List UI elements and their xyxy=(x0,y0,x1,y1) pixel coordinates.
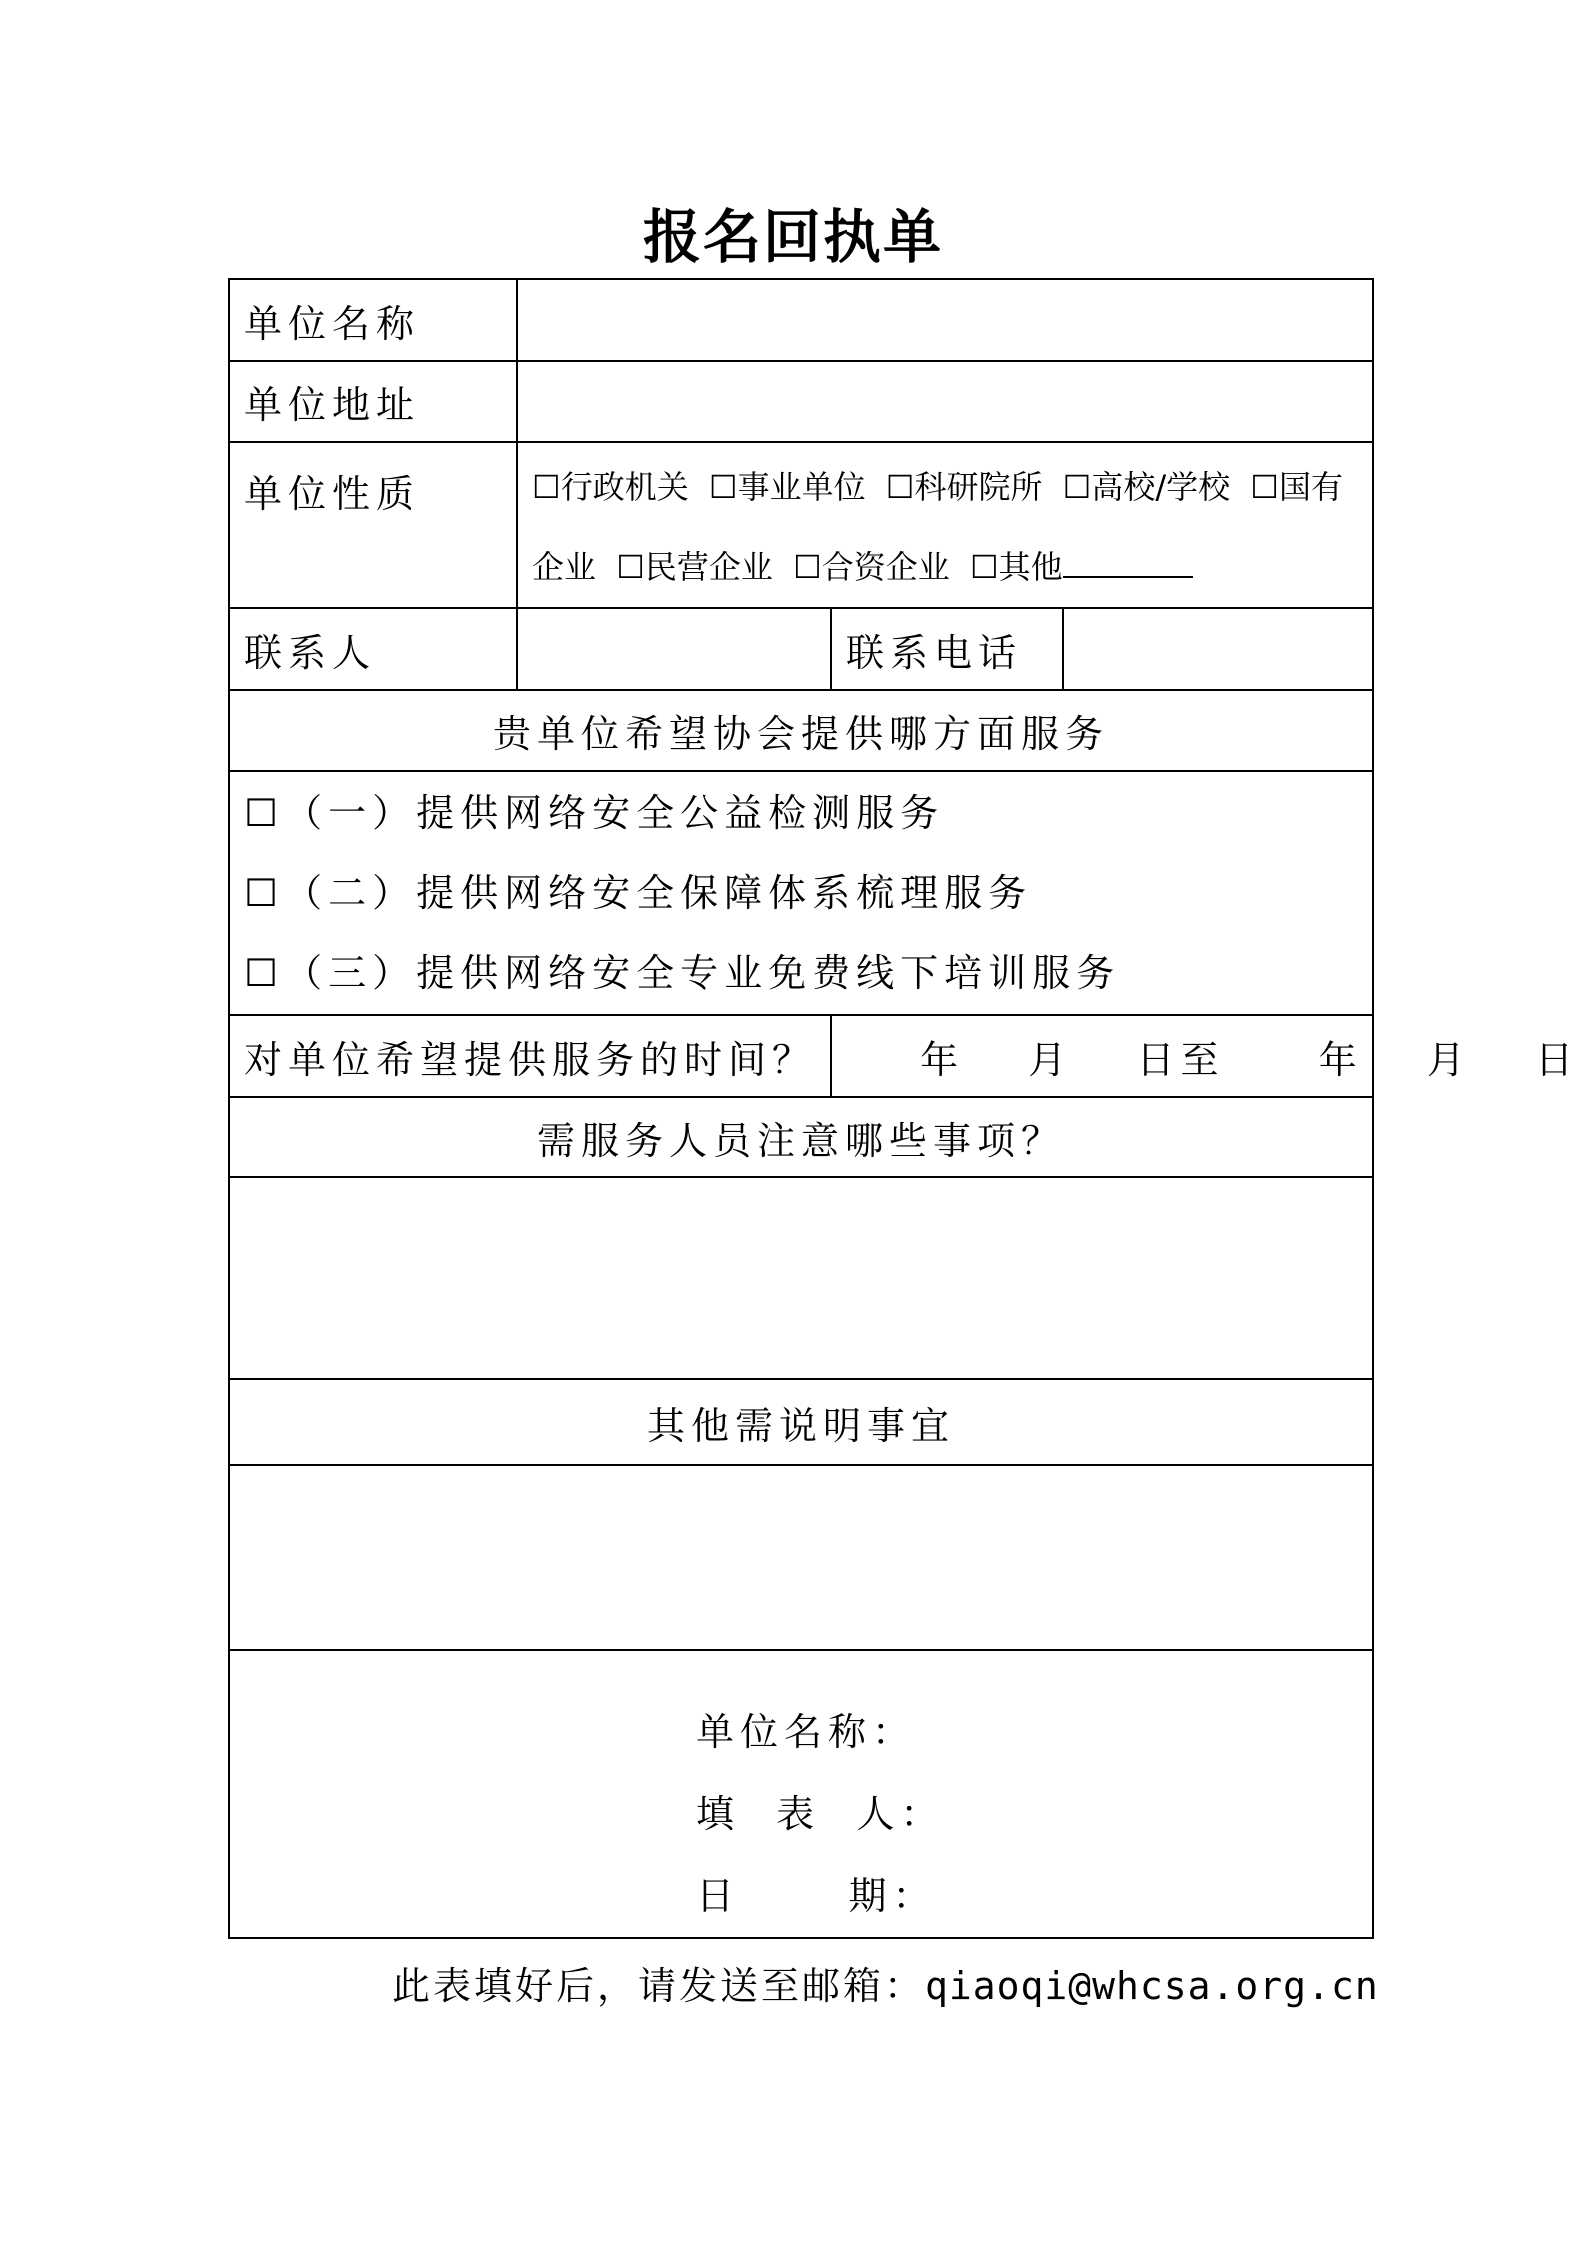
date-year-1: 年 xyxy=(920,1037,965,1082)
org-address-field[interactable] xyxy=(517,361,1373,442)
org-address-label: 单位地址 xyxy=(229,361,517,442)
option-other[interactable]: ☐其他 xyxy=(970,548,1193,586)
phone-label: 联系电话 xyxy=(831,608,1063,690)
contact-label: 联系人 xyxy=(229,608,517,690)
checkbox-icon[interactable]: ☐ xyxy=(244,951,285,995)
org-nature-row xyxy=(229,442,1373,608)
checkbox-icon[interactable]: ☐ xyxy=(1062,468,1092,506)
service-time-label: 对单位希望提供服务的时间？ xyxy=(229,1015,831,1097)
option-government[interactable]: ☐行政机关 xyxy=(532,468,689,506)
org-nature-line-2 xyxy=(532,527,1358,607)
other-field-row xyxy=(229,1465,1373,1650)
page-title: 报名回执单 xyxy=(642,203,943,271)
checkbox-icon[interactable]: ☐ xyxy=(244,871,285,915)
option-state-owned-b: 企业 xyxy=(532,548,597,586)
services-header: 贵单位希望协会提供哪方面服务 xyxy=(229,690,1373,771)
other-field[interactable] xyxy=(229,1465,1373,1650)
signature-row xyxy=(229,1650,1373,1938)
checkbox-icon[interactable]: ☐ xyxy=(532,468,561,506)
registration-form-table xyxy=(228,278,1580,1939)
services-list xyxy=(229,771,1373,1015)
checkbox-icon[interactable]: ☐ xyxy=(708,468,738,506)
option-private-enterprise[interactable]: ☐民营企业 xyxy=(616,548,773,586)
checkbox-icon[interactable]: ☐ xyxy=(1250,468,1279,506)
date-month-2: 月 xyxy=(1426,1037,1471,1082)
contact-row xyxy=(229,608,1373,690)
checkbox-icon[interactable]: ☐ xyxy=(244,791,285,835)
option-joint-venture[interactable]: ☐合资企业 xyxy=(793,548,950,586)
checkbox-icon[interactable]: ☐ xyxy=(793,548,822,586)
option-research-institute[interactable]: ☐科研院所 xyxy=(886,468,1043,506)
email-link[interactable]: qiaoqi@whcsa.org.cn xyxy=(925,1964,1379,2008)
notes-header: 需服务人员注意哪些事项？ xyxy=(229,1097,1373,1177)
option-university-school[interactable]: ☐高校/学校 xyxy=(1063,468,1230,506)
other-header-row xyxy=(229,1379,1373,1465)
org-address-row xyxy=(229,361,1373,442)
notes-header-row xyxy=(229,1097,1373,1177)
other-blank-field[interactable] xyxy=(1063,546,1193,578)
notes-field-row xyxy=(229,1177,1373,1379)
notes-field[interactable] xyxy=(229,1177,1373,1379)
other-header: 其他需说明事宜 xyxy=(229,1379,1373,1465)
service-option-2[interactable]: ☐（二）提供网络安全保障体系梳理服务 xyxy=(244,853,1358,933)
service-option-3[interactable]: ☐（三）提供网络安全专业免费线下培训服务 xyxy=(244,933,1358,1013)
date-year-2: 年 xyxy=(1318,1037,1363,1082)
service-option-1[interactable]: ☐（一）提供网络安全公益检测服务 xyxy=(244,773,1358,853)
services-row xyxy=(229,771,1373,1015)
service-time-range[interactable] xyxy=(831,1015,1580,1097)
org-nature-options xyxy=(517,442,1373,608)
date-month-1: 月 xyxy=(1028,1037,1073,1082)
sign-org-name[interactable]: 单位名称： xyxy=(696,1710,917,1754)
date-day-to: 日至 xyxy=(1136,1037,1225,1082)
org-name-label: 单位名称 xyxy=(229,279,517,361)
checkbox-icon[interactable]: ☐ xyxy=(885,468,915,506)
phone-field[interactable] xyxy=(1063,608,1373,690)
contact-field[interactable] xyxy=(517,608,831,690)
checkbox-icon[interactable]: ☐ xyxy=(969,548,999,586)
signature-block xyxy=(229,1650,1373,1938)
checkbox-icon[interactable]: ☐ xyxy=(616,548,645,586)
org-nature-label: 单位性质 xyxy=(229,442,517,608)
org-name-row xyxy=(229,279,1373,361)
submission-note xyxy=(392,1955,1379,2010)
submission-note-text: 此表填好后，请发送至邮箱： xyxy=(392,1964,926,2008)
service-time-row xyxy=(229,1015,1373,1097)
sign-filler[interactable]: 填 表 人： xyxy=(696,1792,945,1836)
sign-date[interactable]: 日 期： xyxy=(696,1874,937,1918)
org-name-field[interactable] xyxy=(517,279,1373,361)
date-day-2: 日 xyxy=(1535,1037,1580,1082)
services-header-row xyxy=(229,690,1373,771)
option-public-institution[interactable]: ☐事业单位 xyxy=(709,468,866,506)
org-nature-line-1 xyxy=(532,447,1358,527)
option-state-owned-a[interactable]: ☐国有 xyxy=(1250,468,1343,506)
